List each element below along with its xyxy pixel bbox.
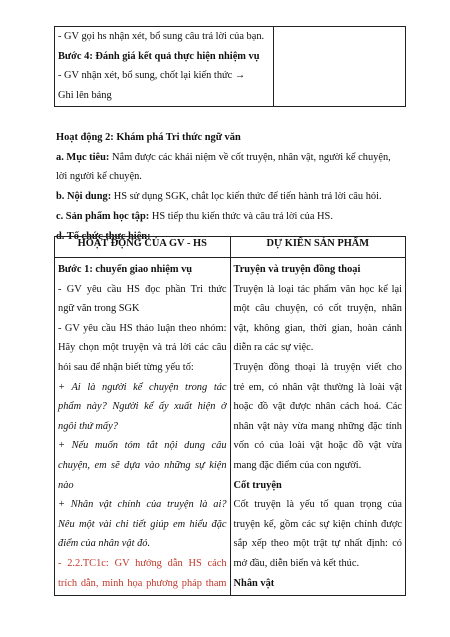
text-line: mang đặc điểm của con người.	[233, 459, 362, 471]
organize-label: d. Tổ chức thực hiện:	[56, 230, 151, 242]
text-line: sắp xếp theo một trật tự nhất định: có	[233, 538, 402, 550]
step-heading	[58, 47, 270, 67]
competency-line: - 2.2.TC1c: GV hướng dẫn HS cách	[58, 557, 227, 569]
text-line: ngữ văn trong SGK	[58, 303, 140, 315]
section-heading: Truyện và truyện đồng thoại	[233, 264, 361, 275]
question-line: + Nhân vật chính của truyện là ai?	[58, 499, 227, 511]
text-line: Hãy chọn một truyện và trả lời các câu	[58, 342, 227, 354]
text-line: hoặc đồ vật được nhân cách hoá. Các	[233, 401, 402, 413]
text-line: vốn có của loài vật hoặc đồ vật vừa	[233, 440, 402, 452]
product-label: c. Sản phẩm học tập:	[56, 210, 150, 222]
activity-heading: Hoạt động 2: Khám phá Tri thức ngữ văn	[56, 132, 241, 143]
question-line: phẩm này? Người kể ấy xuất hiện ở	[58, 401, 227, 413]
text-line: trẻ em, có nhân vật thường là loài vật	[233, 381, 402, 393]
objective-label: a. Mục tiêu:	[56, 151, 110, 163]
activity-section	[56, 128, 406, 246]
question-line: + Ai là người kể chuyện trong tác	[58, 381, 227, 393]
text-line: - GV yêu cầu HS thảo luận theo nhóm:	[58, 322, 227, 334]
table-header-row	[55, 237, 406, 258]
question-line: nào	[58, 479, 74, 491]
table-row	[55, 27, 406, 107]
objective-line: a. Mục tiêu: Nắm được các khái niệm về cốt truyện, nhân vật, người kể chuyện,	[56, 151, 391, 163]
section-heading: Nhân vật	[233, 577, 275, 589]
text-line: một câu chuyện, có cốt truyện, nhân	[233, 303, 402, 315]
text-line: - GV gọi hs nhận xét, bổ sung câu trả lời của bạn.	[58, 31, 265, 42]
question-line: chuyện, em sẽ dựa vào những sự kiện	[58, 459, 227, 471]
text-line: hỏi sau để nhận biết từng yếu tố:	[58, 361, 194, 373]
text-line: diễn ra các sự việc.	[233, 342, 314, 354]
text-line: - GV nhận xét, bổ sung, chốt lại kiến thức →	[58, 70, 246, 82]
question-line: + Nếu muốn tóm tắt nội dung câu	[58, 440, 227, 452]
text-line: mở đầu, diễn biến và kết thúc.	[233, 557, 360, 569]
text-line: nhân vật này vừa mang những đặc tính	[233, 420, 402, 432]
content-label: b. Nội dung:	[56, 191, 112, 203]
expected-product-cell	[230, 258, 405, 596]
question-line: Nêu một vài chi tiết giúp em hiểu đặc	[58, 518, 227, 530]
top-table-right-cell	[273, 27, 405, 107]
text-line: - GV yêu cầu HS đọc phần Tri thức	[58, 283, 227, 295]
text-line: Cốt truyện là yếu tố quan trọng của	[233, 499, 402, 511]
product-line: c. Sản phẩm học tập: HS tiếp thu kiến thức và câu trả lời của HS.	[56, 210, 333, 222]
text-line: Truyện đồng thoại là truyện viết cho	[233, 361, 402, 373]
main-table	[54, 236, 406, 596]
table-row	[55, 258, 406, 596]
text-line: truyện kể, gồm các sự kiện chính được	[233, 518, 402, 530]
column-header-expected-product: DỰ KIẾN SẢN PHẨM	[230, 237, 405, 258]
step-1-label: Bước 1: chuyển giao nhiệm vụ	[58, 264, 193, 275]
question-line: ngôi thứ mấy?	[58, 420, 118, 432]
top-table-left-cell	[55, 27, 274, 107]
section-heading: Cốt truyện	[233, 479, 282, 491]
activities-cell	[55, 258, 231, 596]
content-line: b. Nội dung: HS sử dụng SGK, chắt lọc kiến thức để tiến hành trả lời câu hỏi.	[56, 191, 382, 203]
competency-line: trích dẫn, minh họa phương pháp tham	[58, 577, 227, 589]
question-line: điểm của nhân vật đó.	[58, 538, 151, 550]
objective-line: lời người kể chuyện.	[56, 171, 142, 183]
top-table	[54, 26, 406, 107]
text-line: Truyện là loại tác phẩm văn học kể lại	[233, 283, 402, 295]
text-line: Ghi lên bảng	[58, 90, 112, 102]
text-line: vật, không gian, thời gian, hoàn cảnh	[233, 322, 402, 334]
step-4-label: Bước 4: Đánh giá kết quả thực hiện nhiệm vụ	[58, 50, 260, 62]
column-header-teacher-student: HOẠT ĐỘNG CỦA GV - HS	[55, 237, 231, 258]
